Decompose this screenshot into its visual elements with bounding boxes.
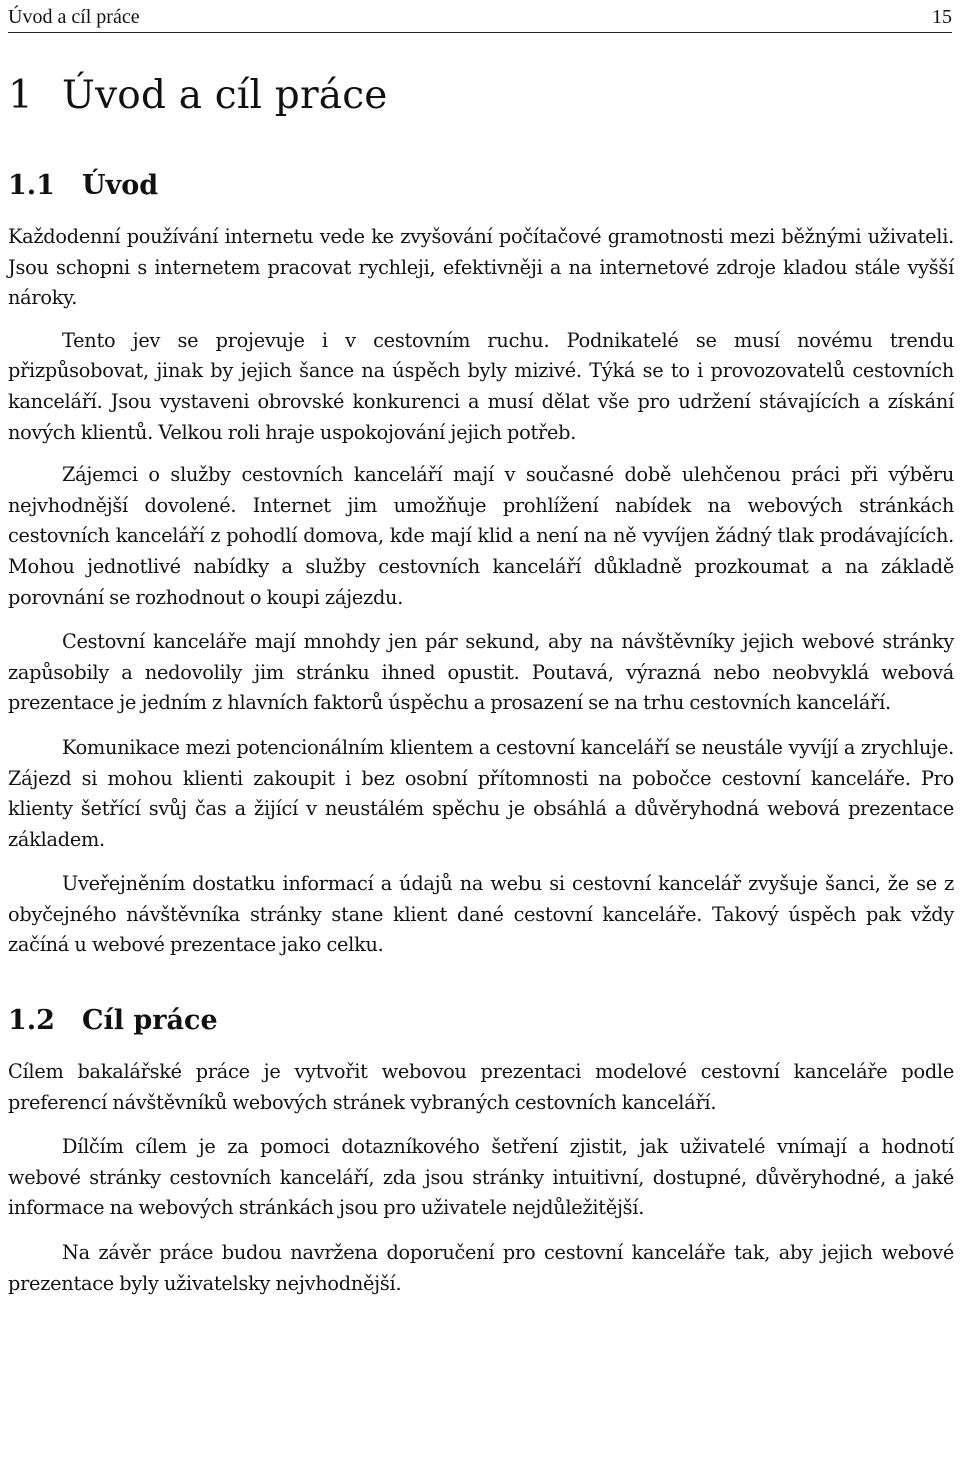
section-title: Cíl práce: [82, 1005, 218, 1037]
chapter-title: Úvod a cíl práce: [62, 73, 388, 118]
section-number: 1.2: [8, 1005, 55, 1037]
section-title: Úvod: [82, 170, 159, 201]
section-heading: [8, 168, 954, 204]
running-header: [8, 4, 952, 33]
chapter-heading: [8, 70, 954, 122]
paragraph: Na závěr práce budou navržena doporučení pro cestovní kanceláře tak, aby jejich webové prezentace byly uživatelsky nejvhodnější.: [8, 1241, 954, 1295]
paragraph: Cestovní kanceláře mají mnohdy jen pár sekund, aby na návštěvníky jejich webové stránky zapůsobily a nedovolily jim stránku ihned opustit. Poutavá, výrazná nebo neobvyklá webová prezentace je jedním z hlavních faktorů úspěchu a prosazení se na trhu cestovních kanceláří.: [8, 630, 954, 715]
chapter-number: 1: [8, 73, 34, 118]
section-heading: [8, 1003, 954, 1039]
paragraph: Zájemci o služby cestovních kanceláří mají v současné době ulehčenou práci při výběru nejvhodnější dovolené. Internet jim umožňuje prohlížení nabídek na webových stránkách cestovních kanceláří z pohodlí domova, kde mají klid a není na ně vyvíjen žádný tlak prodávajících. Mohou jednotlivé nabídky a služby cestovních kanceláří důkladně prozkoumat a na základě porovnání se rozhodnout o koupi zájezdu.: [8, 463, 954, 609]
section-number: 1.1: [8, 170, 55, 201]
header-title: Úvod a cíl práce: [8, 6, 140, 28]
paragraph: Uveřejněním dostatku informací a údajů na webu si cestovní kancelář zvyšuje šanci, že se z obyčejného návštěvníka stránky stane klient dané cestovní kanceláře. Takový úspěch pak vždy začíná u webové prezentace jako celku.: [8, 872, 954, 957]
document-body: [8, 70, 954, 1299]
paragraph: Cílem bakalářské práce je vytvořit webovou prezentaci modelové cestovní kanceláře podle preferencí návštěvníků webových stránek vybraných cestovních kanceláří.: [8, 1060, 954, 1114]
paragraph: Dílčím cílem je za pomoci dotazníkového šetření zjistit, jak uživatelé vnímají a hodnotí webové stránky cestovních kanceláří, zda jsou stránky intuitivní, dostupné, důvěryhodné, a jaké informace na webových stránkách jsou pro uživatele nejdůležitější.: [8, 1135, 954, 1220]
paragraph: Každodenní používání internetu vede ke zvyšování počítačové gramotnosti mezi běžnými uživateli. Jsou schopni s internetem pracovat rychleji, efektivněji a na internetové zdroje kladou stále vyšší nároky.: [8, 225, 954, 310]
page-number: 15: [932, 6, 952, 28]
paragraph: Komunikace mezi potencionálním klientem a cestovní kanceláří se neustále vyvíjí a zrychluje. Zájezd si mohou klienti zakoupit i bez osobní přítomnosti na pobočce cestovní kanceláře. Pro klienty šetřící svůj čas a žijící v neustálém spěchu je obsáhlá a důvěryhodná webová prezentace základem.: [8, 735, 954, 851]
paragraph: Tento jev se projevuje i v cestovním ruchu. Podnikatelé se musí novému trendu přizpůsobovat, jinak by jejich šance na úspěch byly mizivé. Týká se to i provozovatelů cestovních kanceláří. Jsou vystaveni obrovské konkurenci a musí dělat vše pro udržení stávajících a získání nových klientů. Velkou roli hraje uspokojování jejich potřeb.: [8, 328, 954, 444]
